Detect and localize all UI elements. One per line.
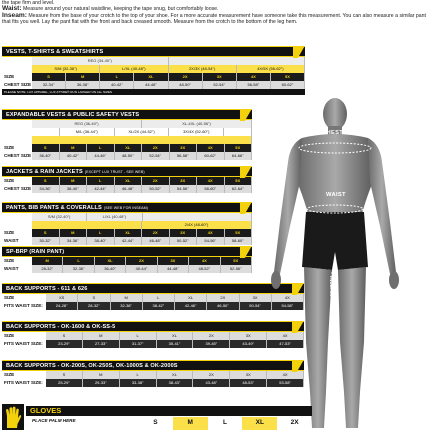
size-cell: 2X (193, 371, 230, 379)
title-text: BACK SUPPORTS - 611 & 626 (6, 286, 88, 292)
band-cell: REG (34-40") (32, 57, 169, 65)
waist-cell: 24-28" (46, 302, 78, 310)
chest-cell: 36-38" (66, 81, 100, 89)
title-text: BACK SUPPORTS - OK-200S, OK-250S, OK-1000S & OK-2000S (6, 363, 178, 369)
size-label: SIZE (4, 295, 15, 300)
chest-row (32, 185, 252, 193)
size-cell: L (87, 229, 115, 237)
band-cell: XL/2X (44-52") (115, 128, 170, 136)
chest-cell: 60-62" (271, 81, 305, 89)
band-cell (32, 221, 142, 229)
size-cell: M (60, 229, 88, 237)
size-cell: 5X (221, 257, 252, 265)
band-cell: S/M (32-40") (32, 213, 87, 221)
size-cell: 4X (272, 294, 304, 302)
size-cell: 4X (237, 73, 271, 81)
waist-cell: 35-41" (157, 340, 194, 348)
size-cell: M (60, 144, 88, 152)
size-cell: S (32, 229, 60, 237)
row-labels (2, 371, 46, 387)
section-title (2, 166, 252, 177)
chest-cell: 44-46" (87, 152, 115, 160)
gloves-section (2, 404, 312, 430)
glove-size-l: L (223, 419, 227, 426)
waist-cell: 42-46" (175, 302, 207, 310)
title-text: VESTS, T-SHIRTS & SWEATSHIRTS (6, 49, 104, 55)
chest-cell: 32-34" (32, 81, 66, 89)
size-cell: 2X (142, 144, 170, 152)
size-cell: 3X (240, 294, 272, 302)
size-row (32, 177, 252, 185)
band-cell (169, 57, 306, 65)
chest-cell: 58-60" (197, 185, 225, 193)
size-cell: L (143, 294, 175, 302)
waist-cell: 43-48" (193, 379, 230, 387)
size-label: SIZE (4, 258, 15, 263)
inseam-instructions (2, 13, 428, 26)
chest-cell: 40-42" (100, 81, 134, 89)
inseam-text: Measure from the base of your crotch to the top of your shoe. For a more accurate measurement have someone take this measurement. You can also measure a similar pant that fits you well. Lay the pant flat with the front and back creased smooth. Measure from the crotch to the bottom of the leg hem. (2, 12, 426, 25)
waist-cell: 47-53" (267, 340, 304, 348)
size-cell: XL (157, 371, 194, 379)
size-cell: 3X (230, 371, 267, 379)
waist-cell: 31-37" (120, 340, 157, 348)
size-cell: XL (115, 229, 143, 237)
size-cell: M (32, 257, 63, 265)
glove-size-2x: 2X (290, 419, 299, 426)
chest-cell: 50-52" (142, 185, 170, 193)
waist-cell: 38-40" (87, 237, 115, 245)
waist-cell: 32-36" (63, 265, 94, 273)
reg-band (32, 57, 305, 65)
size-cell: 3X (170, 229, 198, 237)
size-cell: XS (46, 294, 78, 302)
waist-cell: 27-33" (83, 340, 120, 348)
band-cell: 2/4X (48-60") (142, 221, 252, 229)
size-cell: S (32, 177, 60, 185)
range-band (32, 213, 252, 221)
size-row (32, 144, 252, 152)
band-cell: 4X/5X (56-62") (237, 65, 305, 73)
size-label: SIZE (4, 372, 15, 377)
band-cell: L/XL (40-48") (100, 65, 168, 73)
waist-row (32, 237, 252, 245)
row-labels (2, 294, 46, 310)
size-label: SIZE (4, 74, 15, 79)
chest-cell: 60-62" (197, 152, 225, 160)
title-note: (EXCEPT LUX TRUST - SEE WEB) (84, 170, 145, 174)
size-cell: S (32, 144, 60, 152)
row-labels (2, 213, 32, 245)
size-cell: L (63, 257, 94, 265)
band-cell: M/L (36-44") (60, 128, 115, 136)
size-cell: XL (115, 144, 143, 152)
title-text: SP-BRP (RAIN PANT) (6, 249, 65, 255)
title-text: PANTS, BIB PANTS & COVERALLS (6, 205, 102, 211)
title-text: JACKETS & RAIN JACKETS (6, 169, 83, 175)
section-expandable-vests (2, 109, 252, 160)
chest-cell: 54-56" (170, 185, 198, 193)
waist-cell: 25-29" (46, 379, 83, 387)
size-cell: XL (134, 73, 168, 81)
glove-size-m: M (173, 417, 208, 430)
section-title (2, 202, 252, 213)
size-cell: 2X (142, 229, 170, 237)
size-cell: 5X (225, 229, 253, 237)
size-cell: 2X (193, 332, 230, 340)
band-cell: S/M (32-36") (32, 65, 100, 73)
size-row (32, 229, 252, 237)
chest-cell: 52-54" (142, 152, 170, 160)
size-cell: L (120, 332, 157, 340)
waist-cell: 54-58" (272, 302, 304, 310)
title-wing (293, 46, 305, 59)
title-text: EXPANDABLE VESTS & PUBLIC SAFETY VESTS (6, 112, 140, 118)
spacer-band (32, 136, 252, 144)
size-cell: 3X (158, 257, 189, 265)
section-vests (2, 46, 305, 95)
chest-cell: 44-46" (134, 81, 168, 89)
size-cell: M (83, 371, 120, 379)
band-cell (32, 128, 60, 136)
chest-cell: 56-58" (237, 81, 271, 89)
size-cell: XL (175, 294, 207, 302)
row-labels (2, 332, 46, 348)
size-cell: 2X (207, 294, 239, 302)
chest-cell: 46-48" (115, 185, 143, 193)
size-label: SIZE (4, 178, 15, 183)
waist-cell: 36-40" (95, 265, 126, 273)
waist-cell: 40-44" (126, 265, 157, 273)
waist-cell: 53-58" (267, 379, 304, 387)
pair-band (32, 128, 252, 136)
section-rain-pant (2, 246, 252, 273)
chest-cell: 48-50" (169, 81, 203, 89)
size-cell: 4X (189, 257, 220, 265)
footnote: PLEASE NOTE: LUX APPAREL, LUX ATTIRE® RUN LARGER ON ALL SIZES (2, 89, 305, 95)
chest-cell: 34-36" (32, 185, 60, 193)
waist-label: WAIST (4, 238, 19, 243)
chest-size-label: CHEST SIZE (322, 130, 360, 136)
waist-cell: 44-48" (158, 265, 189, 273)
size-cell: 4X (197, 229, 225, 237)
waist-label: FITS WAIST SIZE: (4, 303, 43, 308)
band-cell: 3X/4X (52-60") (169, 128, 224, 136)
size-cell: 4X (197, 144, 225, 152)
waist-cell: 52-56" (221, 265, 252, 273)
band-cell (32, 136, 252, 144)
waist-label: FITS WAIST SIZE: (4, 341, 43, 346)
inseam-term: Inseam: (2, 11, 27, 19)
waist-cell: 48-53" (230, 379, 267, 387)
size-cell: L (100, 73, 134, 81)
waist-term: Waist: (2, 5, 22, 13)
size-cell: 2X (126, 257, 157, 265)
waist-cell: 46-50" (207, 302, 239, 310)
chest-cell: 40-42" (60, 152, 88, 160)
size-cell: M (111, 294, 143, 302)
waist-cell: 46-48" (142, 237, 170, 245)
section-title (2, 109, 252, 120)
size-row (32, 257, 252, 265)
waist-cell: 54-56" (197, 237, 225, 245)
intro-text (2, 0, 428, 25)
size-cell: 4X (197, 177, 225, 185)
chest-cell: 62-64" (225, 185, 253, 193)
waist-cell: 29-33" (83, 379, 120, 387)
row-labels (2, 120, 32, 160)
row-labels (2, 57, 32, 89)
chest-cell: 52-54" (203, 81, 237, 89)
waist-cell: 58-60" (225, 237, 253, 245)
size-cell: 3X (170, 177, 198, 185)
band-cell (143, 213, 253, 221)
section-title (2, 46, 305, 57)
waist-cell: 34-36" (60, 237, 88, 245)
size-cell: M (66, 73, 100, 81)
waist-cell: 39-45" (193, 340, 230, 348)
glove-size-xl: XL (242, 417, 277, 430)
waist-text: Measure around your natural waistline, keeping the tape snug, but comfortably loose. (21, 6, 219, 13)
size-cell: 5X (225, 144, 253, 152)
size-cell: L (87, 144, 115, 152)
size-label: SIZE (4, 333, 15, 338)
waist-label: WAIST (326, 192, 346, 198)
size-cell: L (87, 177, 115, 185)
inseam-label: INSEAM (328, 276, 334, 297)
size-cell: 5X (271, 73, 305, 81)
size-label: SIZE (4, 230, 15, 235)
mannequin-illustration (240, 92, 430, 430)
waist-cell: 33-38" (120, 379, 157, 387)
waist-cell: 23-29" (46, 340, 83, 348)
chest-label: CHEST SIZE (4, 186, 32, 191)
waist-cell: 50-52" (170, 237, 198, 245)
waist-cell: 28-32" (32, 265, 63, 273)
size-cell: 2X (169, 73, 203, 81)
gloves-title: GLOVES (26, 406, 312, 416)
place-palm-text: PLACE PALM HERE (32, 418, 76, 423)
size-cell: 4X (267, 371, 304, 379)
chest-cell: 38-40" (60, 185, 88, 193)
size-cell: XL (95, 257, 126, 265)
chest-cell: 64-66" (225, 152, 253, 160)
size-cell: S (78, 294, 110, 302)
size-cell: M (60, 177, 88, 185)
hand-icon (2, 404, 24, 430)
chest-cell: 36-40" (32, 152, 60, 160)
size-cell: 5X (225, 177, 253, 185)
size-cell: XL (157, 332, 194, 340)
chest-label: CHEST SIZE (4, 153, 32, 158)
chest-row (32, 152, 252, 160)
row-labels (2, 257, 32, 273)
intro-line-1: the tape firm and level. (2, 0, 55, 6)
reg-band (32, 120, 252, 128)
band-cell: L/XL (40-48") (87, 213, 142, 221)
waist-cell: 38-43" (157, 379, 194, 387)
section-title (2, 246, 252, 257)
band-cell: 2X/3X (48-54") (169, 65, 237, 73)
band-cell: XL-4XL (40-56") (142, 120, 252, 128)
chest-cell: 56-58" (170, 152, 198, 160)
chest-cell: 42-44" (87, 185, 115, 193)
waist-cell: 50-54" (240, 302, 272, 310)
waist-cell: 43-49" (230, 340, 267, 348)
title-note: (SEE WEB FOR INSEAM) (103, 206, 148, 210)
size-row (32, 73, 305, 81)
row-labels (2, 177, 32, 193)
pair-band (32, 65, 305, 73)
section-jackets (2, 166, 252, 193)
size-cell: S (32, 73, 66, 81)
size-cell: 3X (203, 73, 237, 81)
waist-cell: 32-38" (111, 302, 143, 310)
size-cell: S (46, 332, 83, 340)
glove-size-s: S (153, 419, 158, 426)
section-pants (2, 202, 252, 245)
waist-cell: 28-32" (78, 302, 110, 310)
waist-label: FITS WAIST SIZE: (4, 380, 43, 385)
chest-label: CHEST SIZE (4, 82, 32, 87)
size-cell: 4X (267, 332, 304, 340)
waist-cell: 38-42" (143, 302, 175, 310)
chest-row (32, 81, 305, 89)
waist-cell: 42-44" (115, 237, 143, 245)
size-cell: 2X (142, 177, 170, 185)
title-text: BACK SUPPORTS - OK-1600 & OK-SS-5 (6, 324, 116, 330)
size-label: SIZE (4, 145, 15, 150)
size-cell: S (46, 371, 83, 379)
size-cell: L (120, 371, 157, 379)
size-cell: 3X (170, 144, 198, 152)
waist-cell: 30-32" (32, 237, 60, 245)
waist-label: WAIST (4, 266, 19, 271)
size-cell: 3X (230, 332, 267, 340)
body-measurement-figure (240, 92, 430, 430)
range-band (32, 221, 252, 229)
waist-cell: 48-52" (189, 265, 220, 273)
waist-row (32, 265, 252, 273)
size-cell: XL (115, 177, 143, 185)
size-cell: M (83, 332, 120, 340)
band-cell: REG (36-40") (32, 120, 142, 128)
chest-cell: 48-50" (115, 152, 143, 160)
gloves-size-scale (26, 417, 312, 430)
